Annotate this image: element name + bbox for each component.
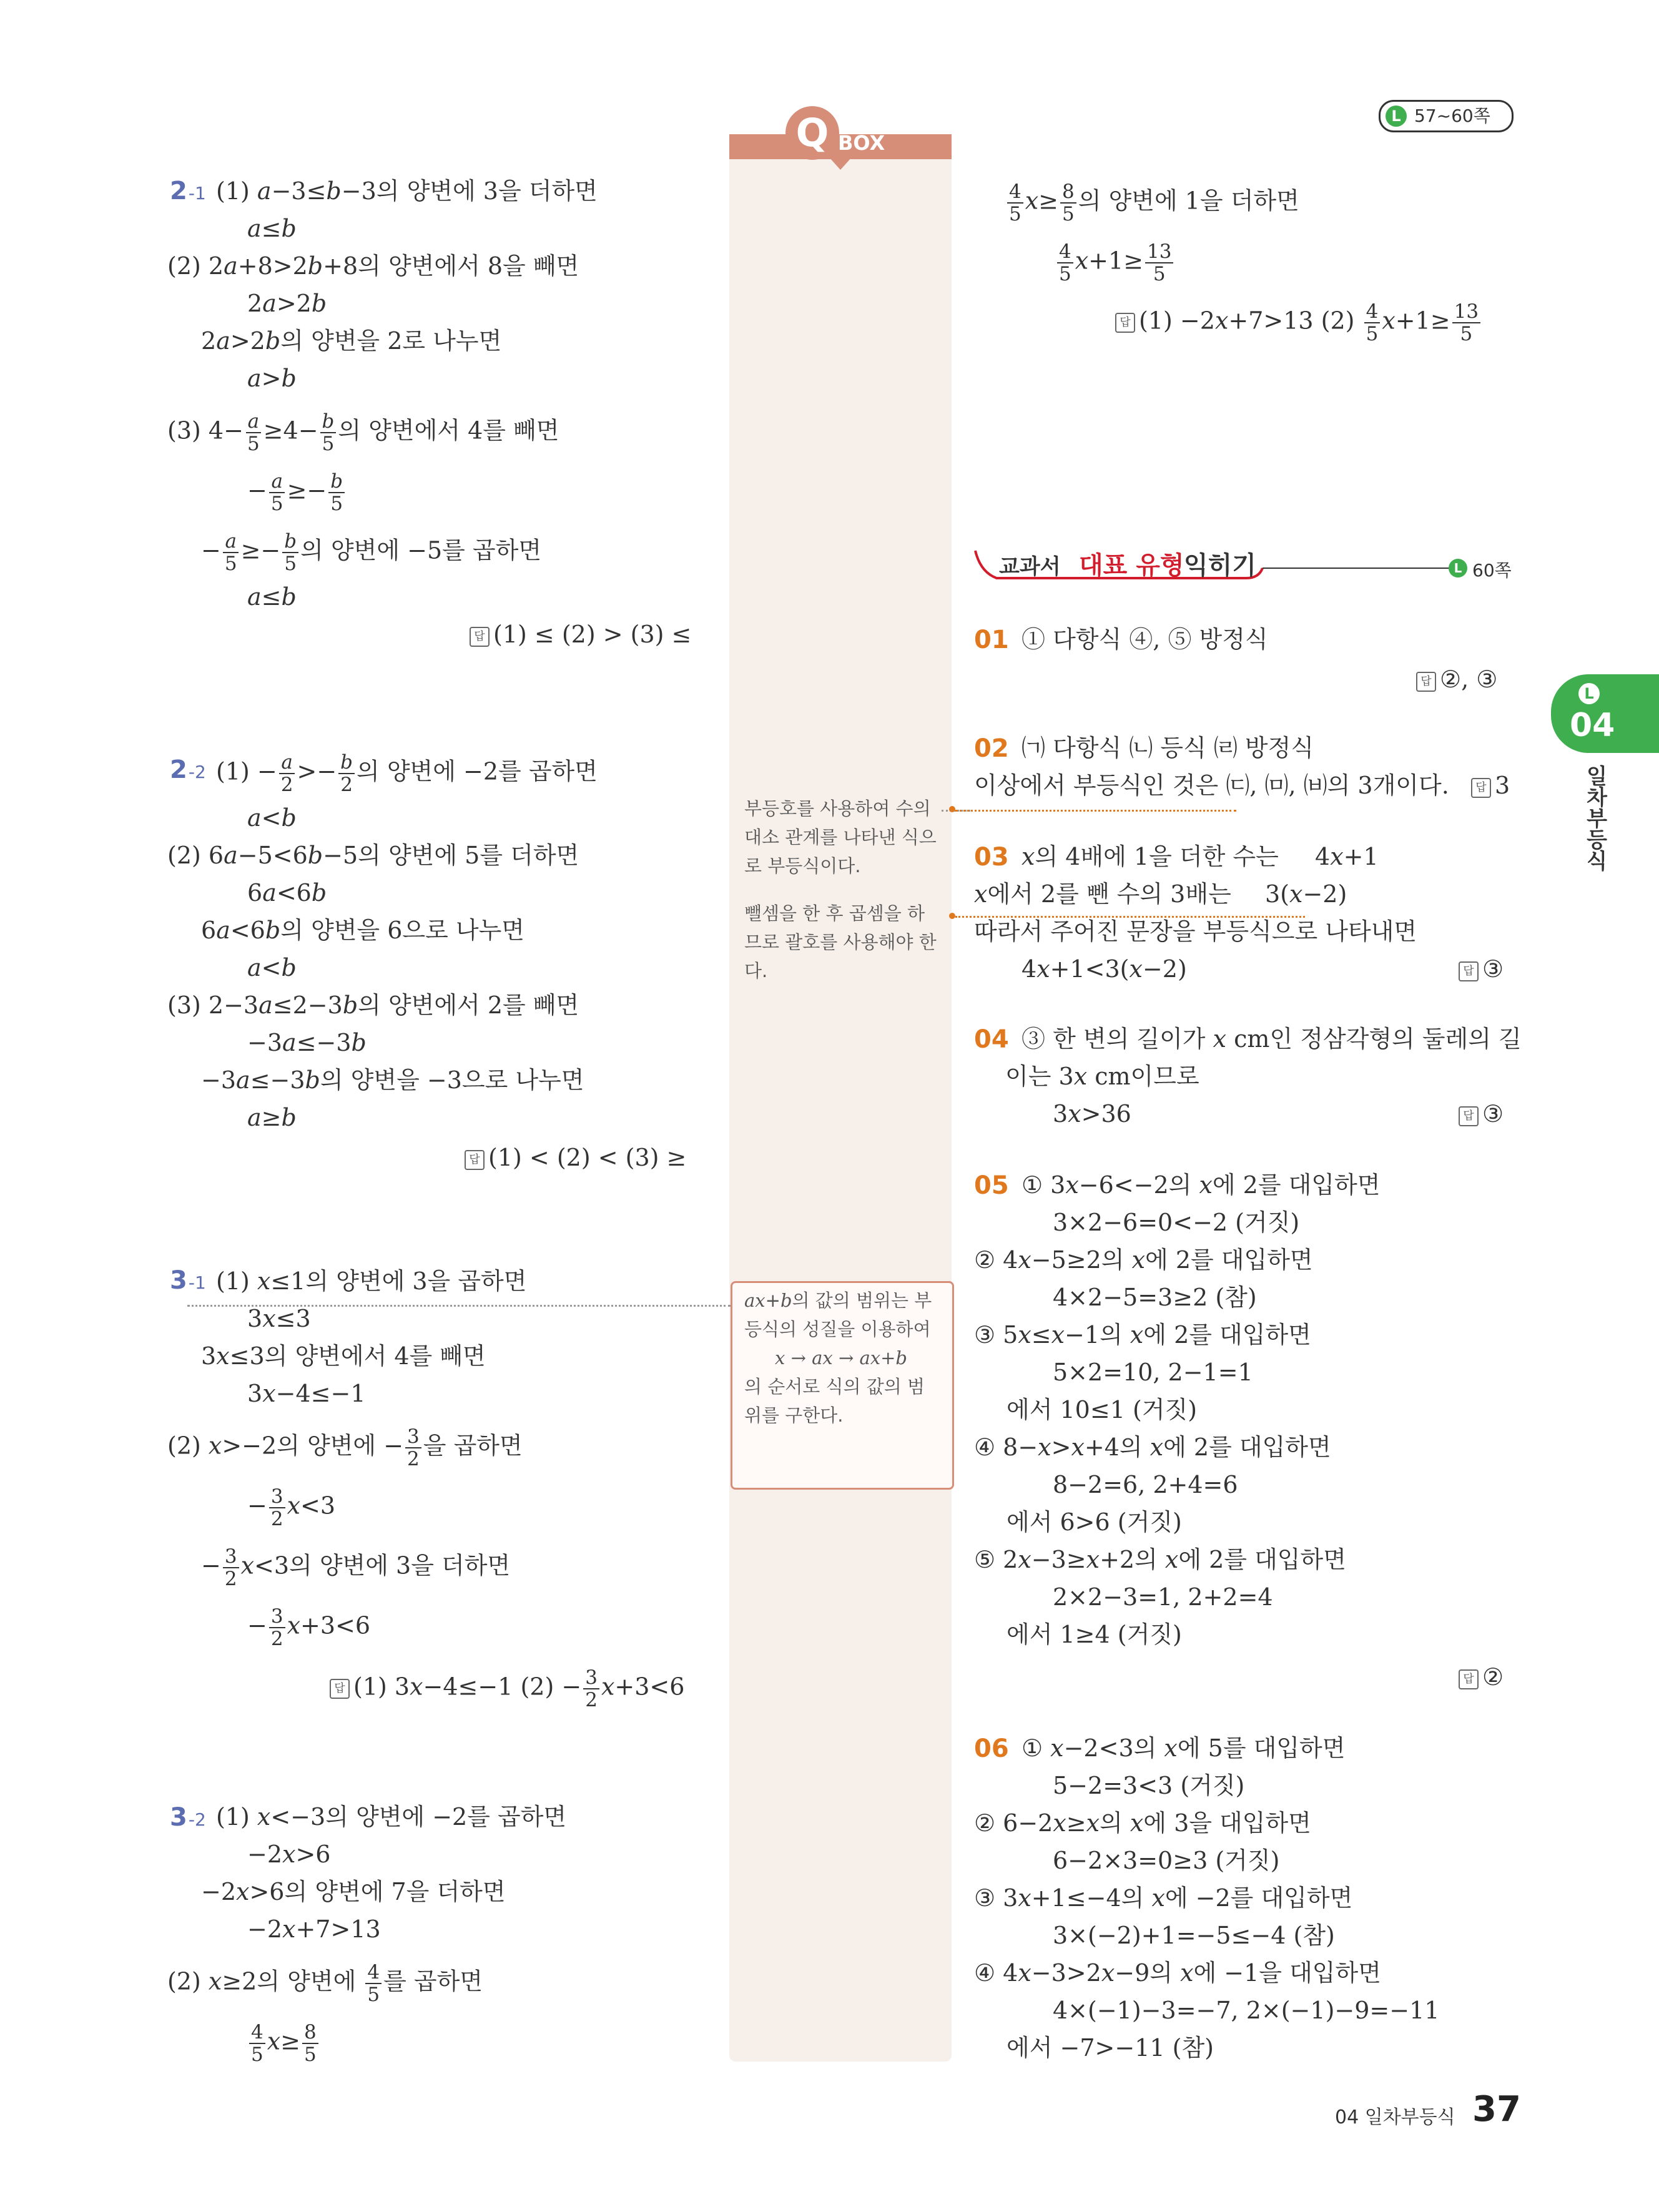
q05-line-1: ① 3x−6<−2의 x에 2를 대입하면	[1021, 1171, 1381, 1199]
question-04-number: 04	[974, 1025, 1009, 1054]
p32-answer: 답 (1) −2x+7>13 (2) $\frac{4}{5}$ x+1≥ $\frac{13}{5}$	[1115, 301, 1482, 345]
q02-answer: 답 3	[1471, 770, 1510, 800]
p21-line-10: a≤b	[247, 583, 297, 611]
q06-line-8: 4×(−1)−3=−7, 2×(−1)−9=−11	[1053, 1997, 1440, 2024]
page-range-badge	[1379, 100, 1514, 132]
question-01-number: 01	[974, 626, 1009, 654]
q06-line-7: ④ 4x−3>2x−9의 x에 −1을 대입하면	[974, 1959, 1381, 1987]
q06-line-2: 5−2=3<3 (거짓)	[1053, 1772, 1245, 1799]
section-title-post: 익히기	[1184, 551, 1256, 580]
chapter-side-title: 일차부등식	[1582, 765, 1607, 871]
p21-line-8: − $\frac{a}{5}$ ≥− $\frac{b}{5}$	[247, 471, 347, 514]
question-06-number: 06	[974, 1734, 1009, 1763]
question-02-number: 02	[974, 734, 1009, 763]
footer-section: 04 일차부등식	[1335, 2106, 1455, 2128]
q05-line-12: 2×2−3=1, 2+2=4	[1053, 1583, 1273, 1611]
connector-dot	[949, 913, 955, 919]
p22-line-10: a≥b	[247, 1104, 297, 1131]
p32-line-2: −2x>6	[247, 1841, 331, 1868]
p31-line-4: 3x−4≤−1	[247, 1380, 366, 1407]
q03-line-1-result: 4x+1	[1315, 843, 1379, 870]
answer-icon: 답	[465, 1150, 485, 1170]
p22-line-5: 6a<6b의 양변을 6으로 나누면	[201, 917, 524, 944]
page-range-text: 57~60쪽	[1414, 106, 1490, 126]
chapter-side-tab	[1551, 674, 1659, 753]
qbox-column	[729, 139, 952, 2062]
q05-line-11: ⑤ 2x−3≥x+2의 x에 2를 대입하면	[974, 1546, 1346, 1573]
section-header	[972, 543, 1521, 593]
q03-line-2-result: 3(x−2)	[1265, 880, 1347, 908]
connector-dot	[949, 806, 955, 812]
q05-line-6: 5×2=10, 2−1=1	[1053, 1359, 1253, 1386]
q01-text: ① 다항식 ④, ⑤ 방정식	[1021, 626, 1268, 653]
p32-line-4: −2x+7>13	[247, 1915, 381, 1943]
q05-line-9: 8−2=6, 2+4=6	[1053, 1471, 1238, 1498]
p21-line-7: (3) 4− $\frac{a}{5}$ ≥4− $\frac{b}{5}$ 의 양변에서 4를 빼면	[167, 410, 559, 455]
q05-line-4: 4×2−5=3≥2 (참)	[1053, 1284, 1257, 1311]
answer-icon: 답	[330, 1679, 350, 1699]
p31-line-2: 3x≤3	[247, 1305, 311, 1332]
q04-line-1: ③ 한 변의 길이가 x cm인 정삼각형의 둘레의 길	[1021, 1025, 1522, 1053]
qbox-note-inequality: 부등호를 사용하여 수의 대소 관계를 나타낸 식으로 부등식이다.	[744, 798, 937, 877]
q06-line-3: ② 6−2x≥x의 x에 3을 대입하면	[974, 1809, 1311, 1837]
q06-line-6: 3×(−2)+1=−5≤−4 (참)	[1053, 1922, 1335, 1949]
q05-line-13: 에서 1≥4 (거짓)	[1007, 1621, 1182, 1648]
p31-line-8: − $\frac{3}{2}$ x+3<6	[247, 1605, 371, 1650]
p31-line-6: − $\frac{3}{2}$ x<3	[247, 1485, 336, 1530]
q05-line-8: ④ 8−x>x+4의 x에 2를 대입하면	[974, 1433, 1331, 1461]
q03-line-1: x의 4배에 1을 더한 수는	[1021, 843, 1279, 870]
section-title-highlight: 대표 유형	[1079, 551, 1184, 580]
qbox-box-text: BOX	[838, 131, 885, 155]
lesson-mark-icon: L	[1386, 106, 1407, 127]
q04-line-3: 3x>36	[1053, 1100, 1131, 1128]
q06-line-9: 에서 −7>−11 (참)	[1007, 2034, 1214, 2062]
qbox-pointer	[829, 157, 852, 170]
p22-line-8: −3a≤−3b	[247, 1029, 367, 1056]
answer-icon: 답	[1459, 1669, 1479, 1689]
answer-icon: 답	[1459, 961, 1479, 981]
q06-line-4: 6−2×3=0≥3 (거짓)	[1053, 1847, 1280, 1874]
p21-line-9: − $\frac{a}{5}$ ≥− $\frac{b}{5}$ 의 양변에 −5를 곱하면	[201, 530, 542, 575]
section-title-pre: 교과서	[999, 554, 1061, 579]
problem-label-2-1: 2-1	[170, 177, 206, 205]
problem-label-2-2: 2-2	[170, 755, 206, 784]
p32-line-1: (1) x<−3의 양변에 −2를 곱하면	[216, 1803, 567, 1831]
chapter-tab-mark: L	[1578, 683, 1600, 704]
q03-line-4: 4x+1<3(x−2)	[1021, 955, 1187, 983]
q02-text-2: 이상에서 부등식인 것은 ㈂, ㈄, ㈅의 3개이다.	[974, 772, 1449, 799]
p22-line-9: −3a≤−3b의 양변을 −3으로 나누면	[201, 1066, 584, 1094]
q03-line-3: 따라서 주어진 문장을 부등식으로 나타내면	[974, 918, 1417, 945]
p31-line-3: 3x≤3의 양변에서 4를 빼면	[201, 1342, 486, 1370]
p22-line-6: a<b	[247, 954, 297, 981]
q06-line-5: ③ 3x+1≤−4의 x에 −2를 대입하면	[974, 1884, 1353, 1912]
answer-icon: 답	[1115, 313, 1135, 333]
p32-line-6: $\frac{4}{5}$ x≥ $\frac{8}{5}$	[247, 2022, 320, 2065]
q05-line-2: 3×2−6=0<−2 (거짓)	[1053, 1209, 1300, 1236]
p21-line-1: (1) a−3≤b−3의 양변에 3을 더하면	[216, 177, 598, 205]
qbox-note-range: ax+b의 값의 범위는 부등식의 성질을 이용하여 x → ax → ax+b 의 순서로 식의 값의 범위를 구한다.	[744, 1290, 932, 1426]
q05-line-10: 에서 6>6 (거짓)	[1007, 1508, 1182, 1536]
chapter-tab-number: 04	[1570, 707, 1615, 744]
q02-text: ㈀ 다항식 ㈁ 등식 ㈃ 방정식	[1021, 734, 1314, 762]
p21-line-5: 2a>2b의 양변을 2로 나누면	[201, 327, 502, 355]
p21-line-6: a>b	[247, 365, 297, 392]
p22-line-2: a<b	[247, 804, 297, 832]
q01-answer: 답 ②, ③	[1416, 664, 1497, 694]
q05-line-5: ③ 5x≤x−1의 x에 2를 대입하면	[974, 1321, 1311, 1349]
answer-icon: 답	[1416, 672, 1436, 692]
answer-icon: 답	[1471, 778, 1491, 798]
p31-line-1: (1) x≤1의 양변에 3을 곱하면	[216, 1267, 527, 1295]
problem-label-3-2: 3-2	[170, 1803, 206, 1832]
p21-line-3: (2) 2a+8>2b+8의 양변에서 8을 빼면	[167, 252, 579, 280]
q04-answer: 답 ③	[1459, 1099, 1504, 1129]
p21-line-4: 2a>2b	[247, 290, 327, 317]
p32-line-3: −2x>6의 양변에 7을 더하면	[201, 1878, 506, 1905]
p22-line-3: (2) 6a−5<6b−5의 양변에 5를 더하면	[167, 842, 579, 869]
section-ref-icon: L	[1449, 559, 1467, 578]
page-number: 37	[1472, 2089, 1521, 2130]
q05-line-3: ② 4x−5≥2의 x에 2를 대입하면	[974, 1246, 1313, 1274]
section-ref-text: 60쪽	[1472, 560, 1512, 581]
p31-answer: 답 (1) 3x−4≤−1 (2) − $\frac{3}{2}$ x+3<6	[330, 1667, 684, 1711]
p31-line-5: (2) x>−2의 양변에 − $\frac{3}{2}$ 을 곱하면	[167, 1425, 523, 1470]
connector-q02-line	[955, 810, 1236, 812]
q03-answer: 답 ③	[1459, 954, 1504, 984]
problem-label-3-1: 3-1	[170, 1266, 206, 1295]
p22-line-7: (3) 2−3a≤2−3b의 양변에서 2를 빼면	[167, 991, 579, 1019]
q03-line-2: x에서 2를 뺀 수의 3배는	[974, 880, 1231, 908]
question-03-number: 03	[974, 843, 1009, 872]
p32-cont-line-1: $\frac{4}{5}$ x≥ $\frac{8}{5}$ 의 양변에 1을 더하면	[1005, 181, 1299, 225]
q05-line-7: 에서 10≤1 (거짓)	[1007, 1396, 1198, 1423]
p32-line-5: (2) x≥2의 양변에 $\frac{4}{5}$ 를 곱하면	[167, 1961, 483, 2006]
p22-line-1: (1) − $\frac{a}{2}$ >− $\frac{b}{2}$ 의 양변에 −2를 곱하면	[216, 751, 598, 796]
qbox-note-parentheses: 뺄셈을 한 후 곱셈을 하므로 괄호를 사용해야 한다.	[744, 903, 937, 981]
p22-line-4: 6a<6b	[247, 879, 327, 907]
p22-answer: 답 (1) < (2) < (3) ≥	[465, 1143, 686, 1172]
question-05-number: 05	[974, 1171, 1009, 1200]
answer-icon: 답	[470, 627, 490, 647]
p21-answer: 답 (1) ≤ (2) > (3) ≤	[470, 619, 691, 649]
q05-answer: 답 ②	[1459, 1662, 1504, 1692]
answer-icon: 답	[1459, 1106, 1479, 1126]
p31-line-7: − $\frac{3}{2}$ x<3의 양변에 3을 더하면	[201, 1545, 511, 1590]
p21-line-2: a≤b	[247, 215, 297, 242]
q04-line-2: 이는 3x cm이므로	[1005, 1063, 1199, 1090]
q06-line-1: ① x−2<3의 x에 5를 대입하면	[1021, 1734, 1346, 1762]
qbox-q-letter: Q	[785, 106, 839, 160]
p32-cont-line-2: $\frac{4}{5}$ x+1≥ $\frac{13}{5}$	[1055, 241, 1175, 285]
